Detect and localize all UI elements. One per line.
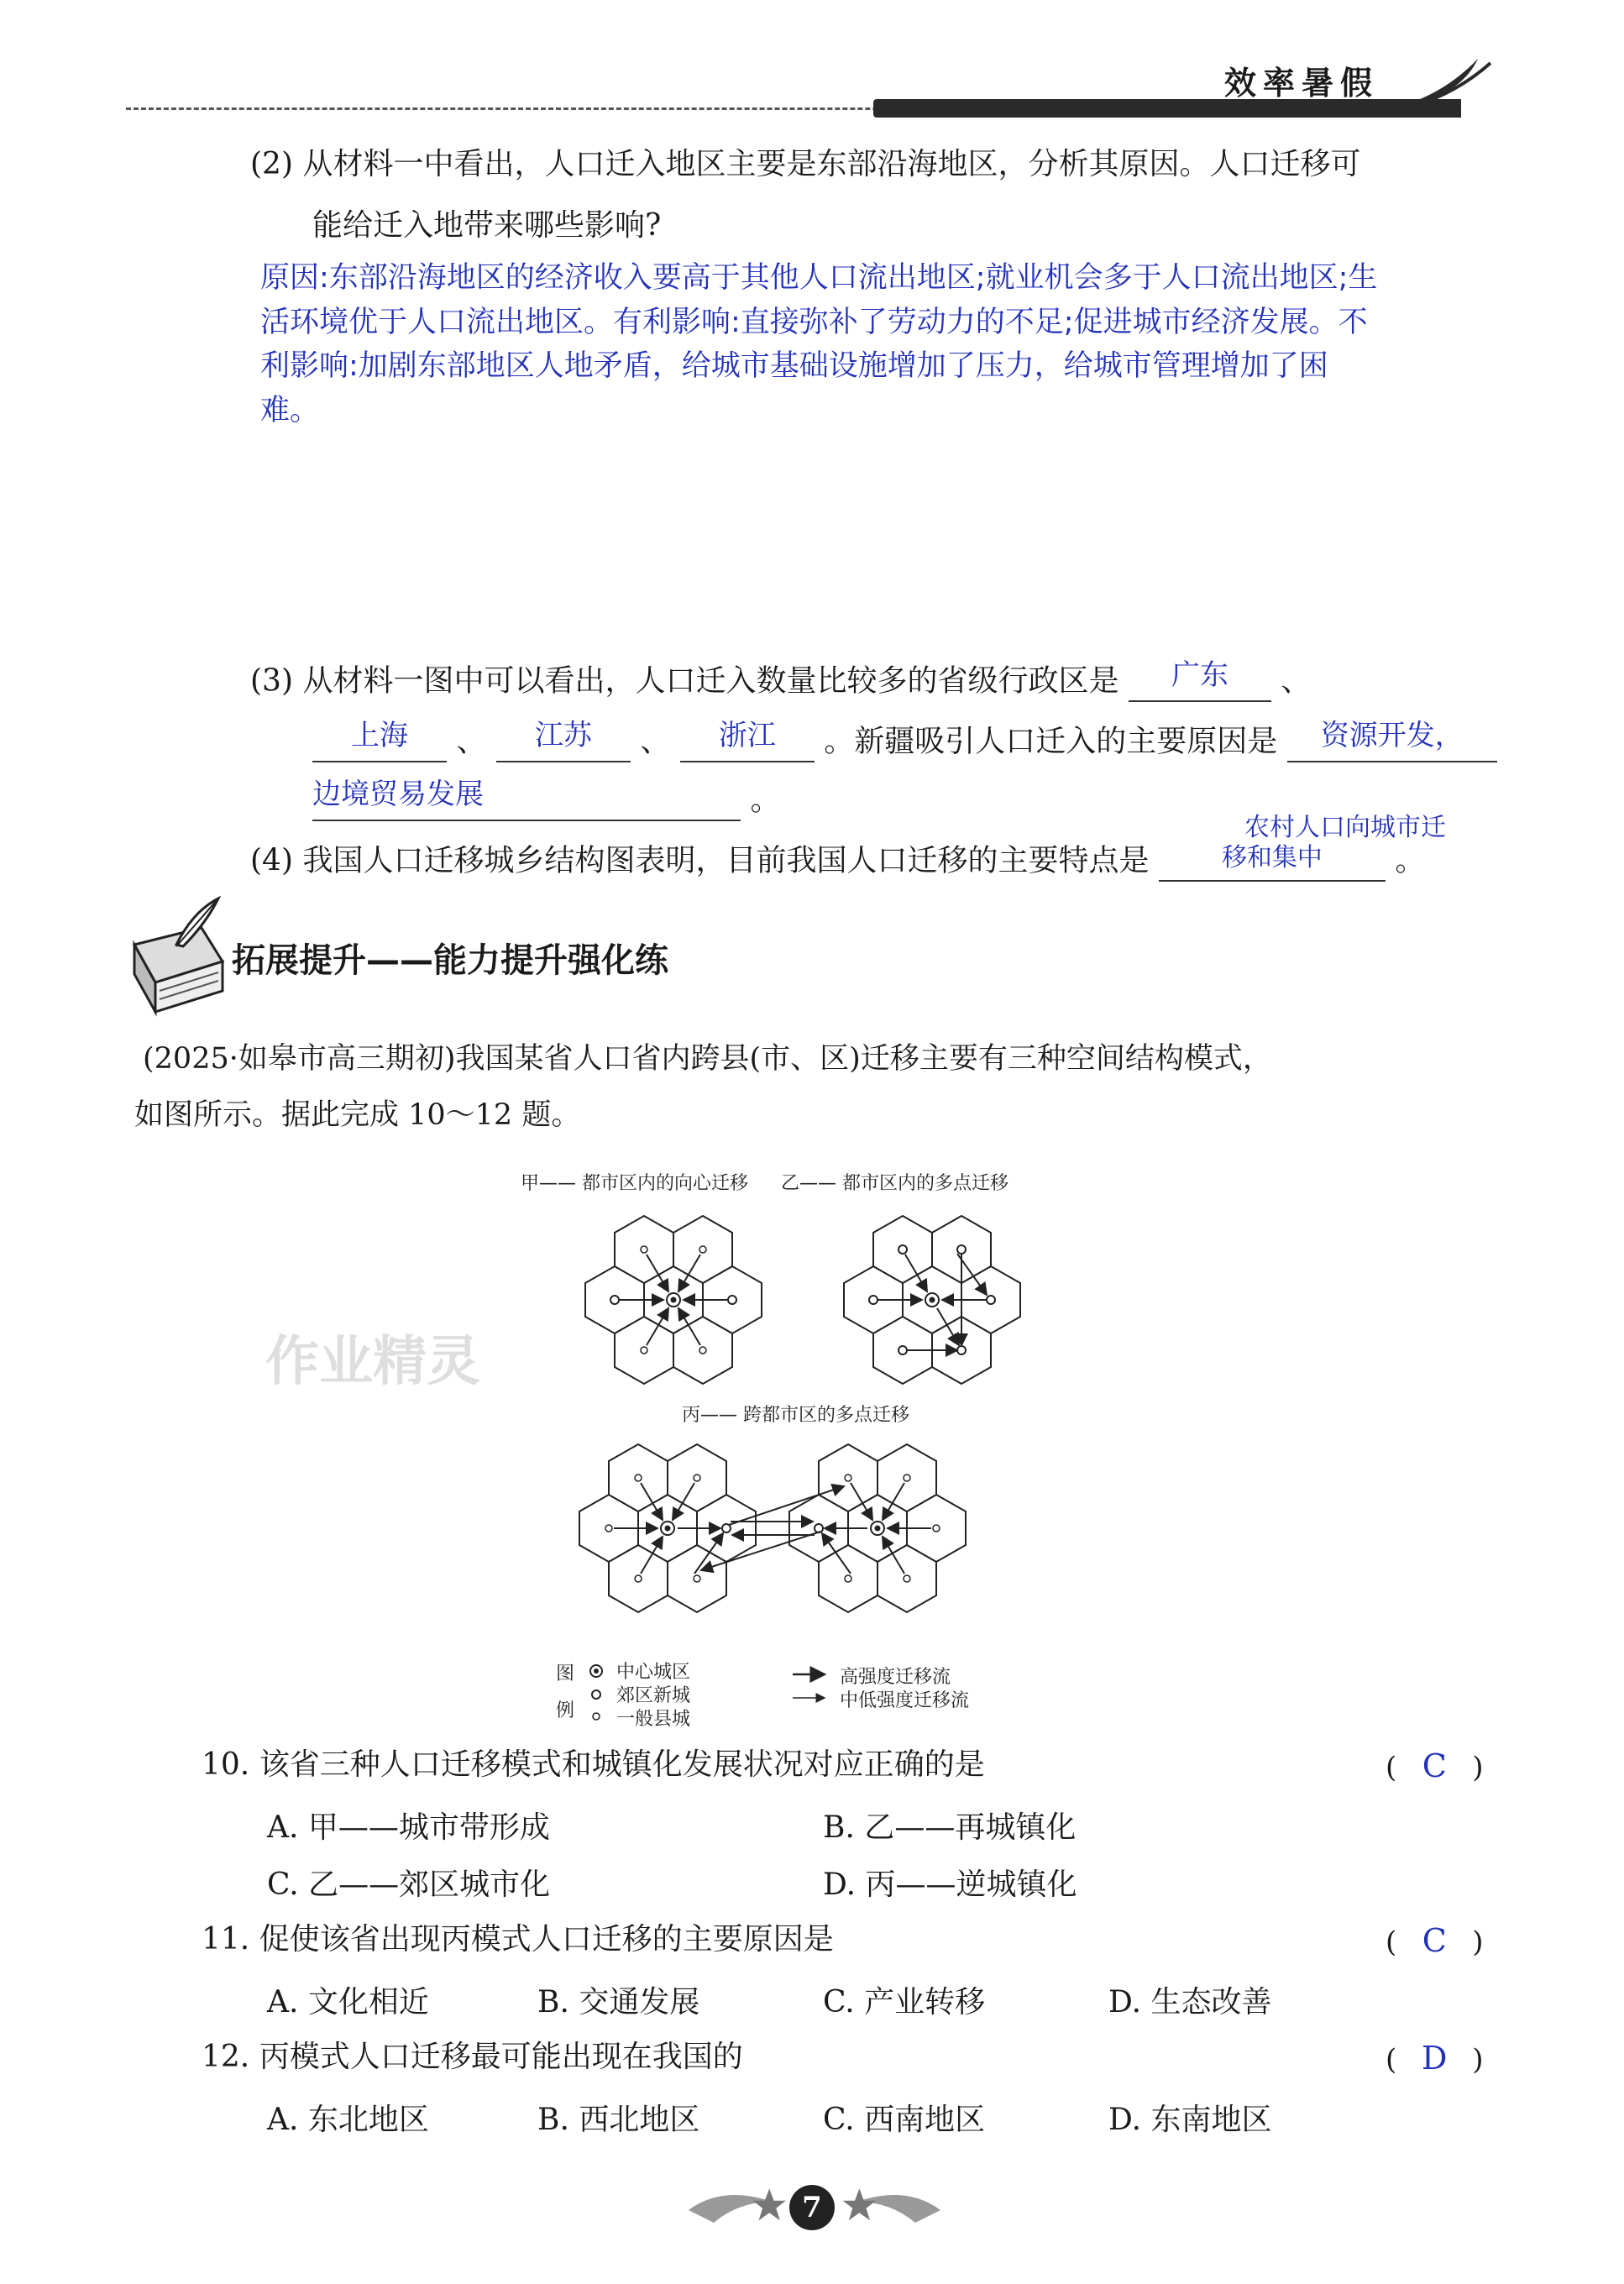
- answer-choice: C: [1422, 1747, 1447, 1784]
- question-stem: 丙模式人口迁移最可能出现在我国的: [259, 2040, 743, 2074]
- answer-paren: ( C ): [1386, 1745, 1484, 1788]
- question-10: [202, 1745, 1511, 1786]
- q2-answer-line: 原因:东部沿海地区的经济收入要高于其他人口流出地区;就业机会多于人口流出地区;生: [260, 261, 1378, 295]
- diagram-b: [844, 1216, 1020, 1384]
- answer-paren: ( D ): [1386, 2037, 1484, 2080]
- option: B. 乙——再城镇化: [823, 1810, 1077, 1845]
- option: D. 丙——逆城镇化: [823, 1868, 1077, 1902]
- legend-low: 中低强度迁移流: [840, 1690, 970, 1711]
- footer-ornament-left-icon: [680, 2177, 789, 2235]
- question-number: 11.: [202, 1922, 250, 1957]
- q2-line1: [250, 144, 1360, 186]
- q4-text: 我国人口迁移城乡结构图表明，目前我国人口迁移的主要特点是: [302, 843, 1150, 878]
- q4-label: (4): [250, 843, 293, 878]
- diagram-title-a: 甲—— 都市区内的向心迁移: [521, 1173, 748, 1194]
- legend-head-2: 例: [556, 1700, 575, 1721]
- page-number: 7: [802, 2191, 822, 2224]
- answer-choice: D: [1422, 2040, 1448, 2077]
- header-brand: 效率暑假: [1224, 65, 1380, 102]
- intro-line2: 如图所示。据此完成 10～12 题。: [134, 1098, 581, 1132]
- legend-symbols: [588, 1663, 605, 1730]
- option: B. 西北地区: [537, 2103, 700, 2137]
- legend-center: 中心城区: [616, 1662, 691, 1683]
- q4-answer-top: 农村人口向城市迁: [1244, 813, 1446, 842]
- q2-line2: 能给迁入地带来哪些影响?: [312, 208, 662, 243]
- q2-text1: 从材料一中看出，人口迁入地区主要是东部沿海地区，分析其原因。人口迁移可: [302, 147, 1361, 181]
- legend-suburb: 郊区新城: [616, 1685, 691, 1706]
- question-11: [202, 1920, 1511, 1961]
- q4-row: (4) 我国人口迁移城乡结构图表明，目前我国人口迁移的主要特点是 移和集中 。: [250, 840, 1425, 882]
- section-title: 拓展提升——能力提升强化练: [232, 941, 668, 980]
- option: B. 交通发展: [537, 1985, 700, 2019]
- option: A. 甲——城市带形成: [267, 1810, 550, 1845]
- q3-blank-5b: 边境贸易发展: [312, 779, 741, 821]
- q2-answer-line: 活环境优于人口流出地区。有利影响:直接弥补了劳动力的不足;促进城市经济发展。不: [260, 305, 1368, 339]
- option: A. 文化相近: [267, 1985, 429, 2019]
- q3-row3: 边境贸易发展 。: [312, 779, 780, 821]
- question-number: 10.: [202, 1747, 250, 1782]
- option: C. 西南地区: [823, 2103, 986, 2137]
- q4-blank: 移和集中: [1159, 840, 1386, 882]
- q3-row1: (3) 从材料一图中可以看出，人口迁入数量比较多的省级行政区是 广东 、: [250, 660, 1311, 702]
- legend-county: 一般县城: [616, 1709, 691, 1730]
- option: C. 乙——郊区城市化: [267, 1868, 551, 1902]
- answer-choice: C: [1422, 1922, 1447, 1959]
- diagram-c: [579, 1444, 966, 1612]
- migration-diagram: [571, 1201, 1024, 1671]
- footer-ornament-right-icon: [840, 2177, 949, 2235]
- q3-label: (3): [250, 663, 293, 699]
- legend-arrows: [791, 1666, 833, 1708]
- intro-line1: (2025·如皋市高三期初)我国某省人口省内跨县(市、区)迁移主要有三种空间结构模式，: [143, 1042, 1272, 1076]
- watermark: 作业精灵: [265, 1331, 480, 1393]
- q3-blank-5a: 资源开发，: [1287, 720, 1497, 762]
- q2-answer-line: 利影响:加剧东部地区人地矛盾，给城市基础设施增加了压力，给城市管理增加了困: [260, 349, 1328, 383]
- header-swoosh-icon: [1377, 50, 1495, 118]
- q3-blank-1: 广东: [1129, 660, 1271, 702]
- legend-high: 高强度迁移流: [840, 1667, 951, 1688]
- question-stem: 该省三种人口迁移模式和城镇化发展状况对应正确的是: [259, 1747, 985, 1782]
- q3-row2: 上海 、 江苏 、 浙江 。新疆吸引人口迁入的主要原因是 资源开发，: [312, 720, 1497, 762]
- q3-blank-3: 江苏: [496, 720, 631, 762]
- option: D. 生态改善: [1108, 1985, 1272, 2019]
- diagram-a: [585, 1216, 762, 1384]
- question-12: [202, 2037, 1511, 2078]
- answer-paren: ( C ): [1386, 1920, 1484, 1962]
- q2-label: (2): [250, 147, 293, 181]
- diagram-title-b: 乙—— 都市区内的多点迁移: [781, 1173, 1008, 1194]
- q3-text1: 从材料一图中可以看出，人口迁入数量比较多的省级行政区是: [302, 663, 1119, 699]
- q2-answer: [260, 256, 1377, 432]
- book-quill-icon: [126, 894, 235, 1020]
- q3-text2: 。新疆吸引人口迁入的主要原因是: [824, 724, 1278, 759]
- page-number-badge: [789, 2185, 835, 2230]
- q2-answer-line: 难。: [260, 393, 320, 427]
- legend-head-1: 图: [556, 1663, 575, 1684]
- option: A. 东北地区: [267, 2103, 429, 2137]
- option: C. 产业转移: [823, 1985, 986, 2019]
- option: D. 东南地区: [1108, 2103, 1272, 2137]
- q3-blank-2: 上海: [312, 720, 447, 762]
- question-stem: 促使该省出现丙模式人口迁移的主要原因是: [259, 1922, 834, 1957]
- legend: [556, 1659, 1026, 1731]
- q3-blank-4: 浙江: [680, 720, 815, 762]
- diagram-title-c: 丙—— 跨都市区的多点迁移: [682, 1405, 909, 1426]
- question-number: 12.: [202, 2040, 250, 2074]
